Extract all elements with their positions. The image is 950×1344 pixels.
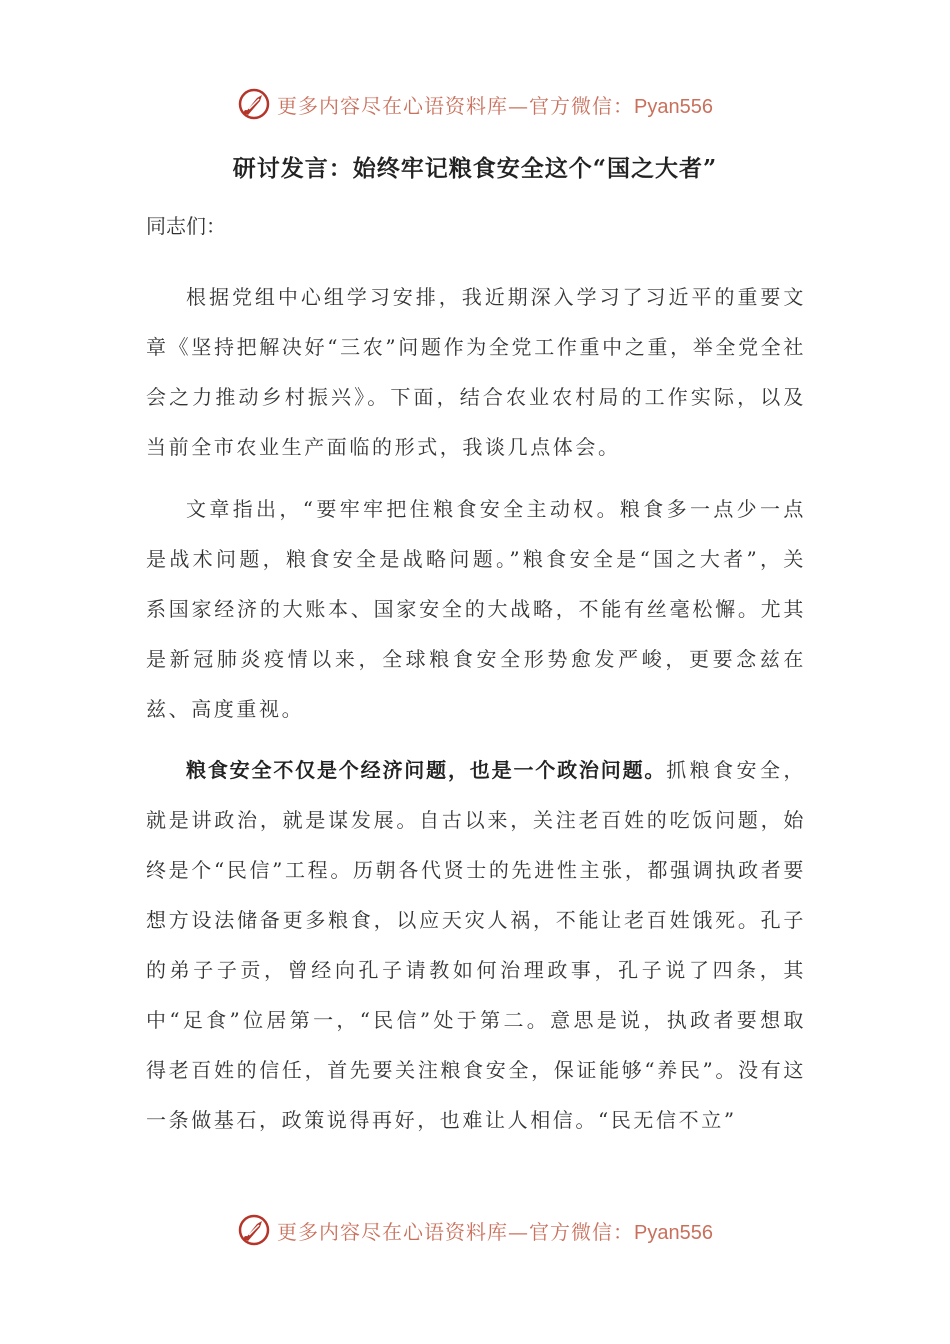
- paragraph-3-lead: 粮食安全不仅是个经济问题，也是一个政治问题。: [186, 758, 667, 782]
- page-title: 研讨发言：始终牢记粮食安全这个“国之大者”: [232, 155, 718, 182]
- paragraph-3-body: 抓粮食安全，就是讲政治，就是谋发展。自古以来，关注老百姓的吃饭问题，始终是个“民信”工程。历朝各代贤士的先进性主张，都强调执政者要想方设法储备更多粮食，以应天灾人祸，不能让老百姓饿死。孔子的弟子子贡，曾经向孔子请教如何治理政事，孔子说了四条，其中“足食”位居第一，“民信”处于第二。意思是说，执政者要想取得老百姓的信任，首先要关注粮食安全，保证能够“养民”。没有这一条做基石，政策说得再好，也难让人相信。“民无信不立”: [146, 758, 806, 1132]
- pen-logo-icon: [237, 1213, 271, 1247]
- header-banner: [0, 84, 950, 124]
- wechat-id: Pyan556: [634, 1221, 713, 1244]
- banner-text: 更多内容尽在心语资料库—官方微信：Pyan556: [277, 1219, 713, 1244]
- paragraph-2: 文章指出，“要牢牢把住粮食安全主动权。粮食多一点少一点是战术问题，粮食安全是战略问题。”粮食安全是“国之大者”，关系国家经济的大账本、国家安全的大战略，不能有丝毫松懈。尤其是新冠肺炎疫情以来，全球粮食安全形势愈发严峻，更要念兹在兹、高度重视。: [146, 497, 806, 721]
- pen-logo-icon: [237, 87, 271, 121]
- footer-banner: [0, 1210, 950, 1250]
- paragraph-3: [146, 745, 806, 1145]
- paragraph-1: 根据党组中心组学习安排，我近期深入学习了习近平的重要文章《坚持把解决好“三农”问题作为全党工作重中之重，举全党全社会之力推动乡村振兴》。下面，结合农业农村局的工作实际，以及当前全市农业生产面临的形式，我谈几点体会。: [146, 285, 806, 459]
- wechat-id: Pyan556: [634, 95, 713, 118]
- salutation: 同志们：: [146, 214, 226, 238]
- banner-text: 更多内容尽在心语资料库—官方微信：Pyan556: [277, 93, 713, 118]
